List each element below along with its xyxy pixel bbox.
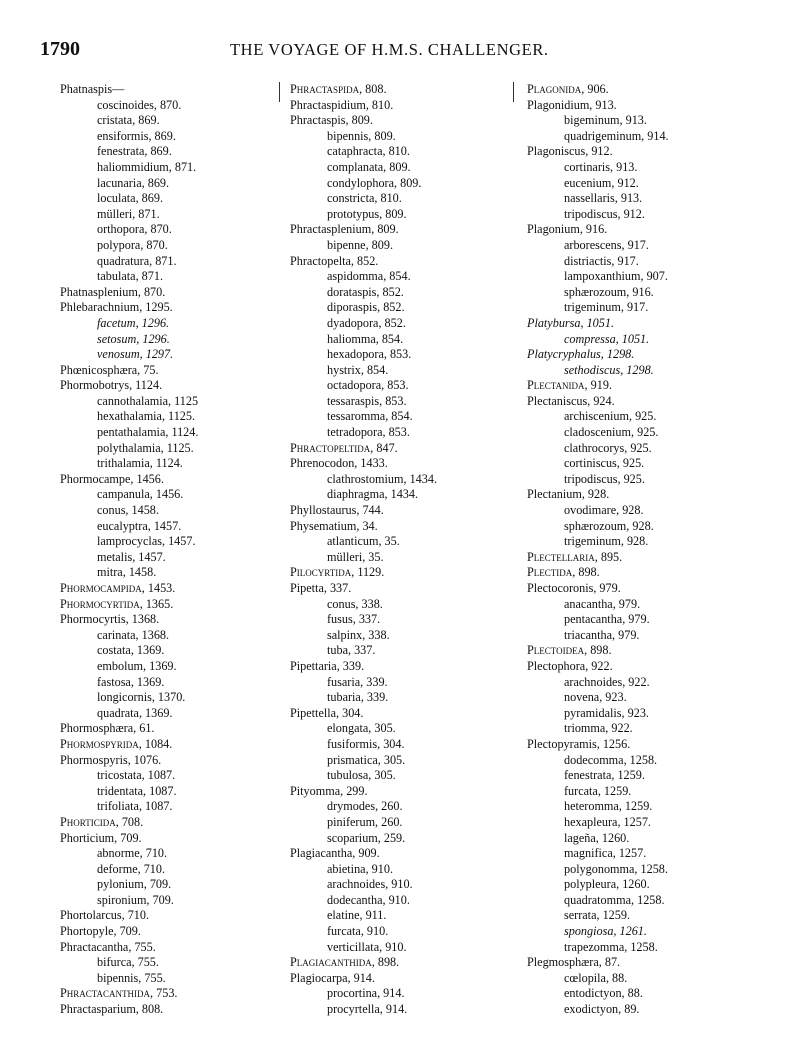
index-subentry: bigeminum, 913. [564, 113, 647, 128]
index-subentry: cortinaris, 913. [564, 159, 638, 174]
index-subentry: tripodiscus, 925. [564, 471, 645, 486]
index-subentry: triacantha, 979. [564, 627, 640, 642]
index-subentry: cataphracta, 810. [327, 144, 410, 159]
index-subentry: tripodiscus, 912. [564, 206, 645, 221]
index-entry: Phractacantha, 755. [60, 939, 156, 954]
index-subentry: sphærozoum, 928. [564, 518, 654, 533]
index-subentry: fenestrata, 1259. [564, 768, 645, 783]
index-subentry: longicornis, 1370. [97, 690, 186, 705]
index-subentry: tetradopora, 853. [327, 425, 410, 440]
index-subentry: prototypus, 809. [327, 206, 407, 221]
index-subentry: haliomma, 854. [327, 331, 404, 346]
index-entry: Phormocampe, 1456. [60, 471, 164, 486]
index-subentry: quadratura, 871. [97, 253, 177, 268]
index-subentry: verticillata, 910. [327, 939, 407, 954]
index-entry: Phractaspidium, 810. [290, 97, 394, 112]
index-entry: Plagonida, 906. [527, 82, 609, 96]
index-entry: Pipettaria, 339. [290, 658, 365, 673]
index-subentry: fenestrata, 869. [97, 144, 172, 159]
index-subentry: triomma, 922. [564, 721, 633, 736]
index-subentry: tabulata, 871. [97, 269, 163, 284]
index-subentry: pentacantha, 979. [564, 612, 650, 627]
index-subentry: quadrigeminum, 914. [564, 128, 669, 143]
index-subentry: coscinoides, 870. [97, 97, 182, 112]
index-subentry: trigeminum, 928. [564, 534, 649, 549]
index-entry: Plagonidium, 913. [527, 97, 617, 112]
index-subentry: tubaria, 339. [327, 690, 389, 705]
index-subentry: trapezomma, 1258. [564, 939, 658, 954]
index-entry: Phractopelta, 852. [290, 253, 379, 268]
index-subentry: piniferum, 260. [327, 814, 403, 829]
index-entry: Phormocampida, 1453. [60, 581, 176, 595]
index-subentry: aspidomma, 854. [327, 269, 411, 284]
index-subentry: eucenium, 912. [564, 175, 639, 190]
index-subentry: constricta, 810. [327, 191, 402, 206]
index-column-2 [290, 82, 437, 1018]
index-subentry: trithalamia, 1124. [97, 456, 183, 471]
index-subentry: mülleri, 871. [97, 206, 160, 221]
index-entry: Phorticida, 708. [60, 814, 144, 829]
column-divider [279, 82, 280, 102]
index-subentry: magnifica, 1257. [564, 846, 647, 861]
index-subentry: elatine, 911. [327, 908, 387, 923]
index-subentry: embolum, 1369. [97, 658, 177, 673]
index-subentry: ensiformis, 869. [97, 128, 176, 143]
index-subentry: tuba, 337. [327, 643, 376, 658]
index-entry: Plectanida, 919. [527, 378, 612, 393]
index-subentry: clathrostomium, 1434. [327, 471, 438, 486]
index-subentry: polythalamia, 1125. [97, 440, 194, 455]
index-subentry: ovodimare, 928. [564, 503, 644, 518]
index-subentry: tessaraspis, 853. [327, 393, 407, 408]
index-entry: Phormocyrtida, 1365. [60, 596, 174, 611]
index-entry: Phatnasplenium, 870. [60, 284, 166, 299]
index-entry: Plegmosphæra, 87. [527, 955, 621, 970]
index-subentry: hexathalamia, 1125. [97, 409, 196, 424]
index-subentry: trigeminum, 917. [564, 300, 649, 315]
index-entry: Pilocyrtida, 1129. [290, 565, 385, 580]
index-subentry: hystrix, 854. [327, 362, 389, 377]
index-subentry: conus, 1458. [97, 503, 159, 518]
index-entry: Plectopyramis, 1256. [527, 736, 631, 751]
index-subentry: abietina, 910. [327, 861, 393, 876]
index-entry: Phractacanthida, 753. [60, 986, 178, 1001]
index-subentry: arborescens, 917. [564, 237, 649, 252]
index-subentry: exodictyon, 89. [564, 1002, 640, 1017]
page-number: 1790 [40, 38, 80, 60]
running-title: THE VOYAGE OF H.M.S. CHALLENGER. [230, 40, 549, 59]
index-subentry: quadrata, 1369. [97, 705, 173, 720]
index-subentry: fusiformis, 304. [327, 736, 405, 751]
index-subentry: cœlopila, 88. [564, 970, 628, 985]
index-entry: Plectophora, 922. [527, 658, 613, 673]
index-subentry: conus, 338. [327, 596, 383, 611]
index-entry: Plectellaria, 895. [527, 549, 623, 564]
index-subentry: sphærozoum, 916. [564, 284, 654, 299]
index-entry: Plagiocarpa, 914. [290, 970, 375, 985]
index-subentry: dyadopora, 852. [327, 315, 406, 330]
index-entry: Phrenocodon, 1433. [290, 456, 388, 471]
index-subentry: polypora, 870. [97, 237, 168, 252]
index-subentry: tricostata, 1087. [97, 768, 176, 783]
index-entry: Phormospyrida, 1084. [60, 736, 173, 751]
index-entry: Phatnaspis— [60, 82, 125, 96]
index-subentry: cannothalamia, 1125 [97, 393, 199, 408]
index-subentry: fusaria, 339. [327, 674, 388, 689]
index-subentry: bifurca, 755. [97, 955, 159, 970]
index-subentry: cristata, 869. [97, 113, 160, 128]
index-subentry: novena, 923. [564, 690, 627, 705]
index-entry: Pipettella, 304. [290, 705, 364, 720]
index-subentry: clathrocorys, 925. [564, 440, 652, 455]
index-subentry: pentathalamia, 1124. [97, 425, 199, 440]
index-subentry: anacantha, 979. [564, 596, 641, 611]
index-entry: Phœnicosphæra, 75. [60, 362, 159, 377]
index-column-3 [527, 82, 669, 1018]
index-subentry: spironium, 709. [97, 892, 174, 907]
index-entry: Phractaspis, 809. [290, 113, 373, 128]
index-subentry: mülleri, 35. [327, 549, 384, 564]
index-entry: Phorticium, 709. [60, 830, 142, 845]
index-subentry: carinata, 1368. [97, 627, 170, 642]
index-subentry: polygonomma, 1258. [564, 861, 668, 876]
index-entry: Plagiacantha, 909. [290, 846, 380, 861]
index-entry: Plagoniscus, 912. [527, 144, 613, 159]
index-entry: Phractaspida, 808. [290, 82, 387, 96]
index-entry: Phormospyris, 1076. [60, 752, 162, 767]
index-subentry: campanula, 1456. [97, 487, 184, 502]
index-subentry: deforme, 710. [97, 861, 166, 876]
index-subentry: drymodes, 260. [327, 799, 403, 814]
index-subentry: diaphragma, 1434. [327, 487, 419, 502]
index-subentry: scoparium, 259. [327, 830, 406, 845]
index-entry: Phortolarcus, 710. [60, 908, 150, 923]
index-entry: Phractopeltida, 847. [290, 440, 398, 455]
index-subentry: dorataspis, 852. [327, 284, 404, 299]
index-subentry: atlanticum, 35. [327, 534, 400, 549]
index-subentry: facetum, 1296. [97, 315, 170, 330]
index-entry: Phlebarachnium, 1295. [60, 300, 173, 315]
index-subentry: furcata, 1259. [564, 783, 632, 798]
index-subentry: heteromma, 1259. [564, 799, 653, 814]
index-subentry: setosum, 1296. [97, 331, 170, 346]
index-entry: Physematium, 34. [290, 518, 378, 533]
index-entry: Phormocyrtis, 1368. [60, 612, 160, 627]
index-entry: Phormosphæra, 61. [60, 721, 155, 736]
index-entry: Phormobotrys, 1124. [60, 378, 163, 393]
index-subentry: tubulosa, 305. [327, 768, 396, 783]
index-subentry: pylonium, 709. [97, 877, 172, 892]
index-subentry: octadopora, 853. [327, 378, 409, 393]
index-subentry: lageña, 1260. [564, 830, 630, 845]
index-subentry: quadratomma, 1258. [564, 892, 665, 907]
index-subentry: tessaromma, 854. [327, 409, 413, 424]
index-subentry: eucalyptra, 1457. [97, 518, 182, 533]
index-entry: Plectanium, 928. [527, 487, 610, 502]
index-entry: Plectaniscus, 924. [527, 393, 615, 408]
index-entry: Platybursa, 1051. [527, 315, 615, 330]
index-subentry: lamprocyclas, 1457. [97, 534, 196, 549]
index-entry: Pipetta, 337. [290, 581, 352, 595]
index-subentry: polypleura, 1260. [564, 877, 650, 892]
page-header [0, 38, 800, 62]
index-entry: Plectoidea, 898. [527, 643, 612, 658]
index-subentry: trifoliata, 1087. [97, 799, 173, 814]
index-subentry: mitra, 1458. [97, 565, 157, 580]
index-subentry: bipennis, 755. [97, 970, 166, 985]
index-subentry: hexadopora, 853. [327, 347, 412, 362]
index-subentry: tridentata, 1087. [97, 783, 177, 798]
index-subentry: bipenne, 809. [327, 237, 394, 252]
index-subentry: hexapleura, 1257. [564, 814, 651, 829]
index-subentry: cladoscenium, 925. [564, 425, 659, 440]
index-subentry: procortina, 914. [327, 986, 405, 1001]
index-subentry: costata, 1369. [97, 643, 165, 658]
index-subentry: cortiniscus, 925. [564, 456, 645, 471]
index-subentry: furcata, 910. [327, 924, 389, 939]
index-subentry: distriactis, 917. [564, 253, 639, 268]
index-entry: Phractasplenium, 809. [290, 222, 399, 237]
index-subentry: serrata, 1259. [564, 908, 630, 923]
index-subentry: procyrtella, 914. [327, 1002, 408, 1017]
index-entry: Phractasparium, 808. [60, 1002, 164, 1017]
index-subentry: abnorme, 710. [97, 846, 168, 861]
index-subentry: bipennis, 809. [327, 128, 396, 143]
index-subentry: condylophora, 809. [327, 175, 422, 190]
index-subentry: compressa, 1051. [564, 331, 650, 346]
index-entry: Plagiacanthida, 898. [290, 955, 400, 970]
index-subentry: loculata, 869. [97, 191, 163, 206]
index-subentry: prismatica, 305. [327, 752, 406, 767]
index-subentry: lampoxanthium, 907. [564, 269, 668, 284]
index-subentry: salpinx, 338. [327, 627, 390, 642]
column-divider [513, 82, 514, 102]
index-subentry: venosum, 1297. [97, 347, 174, 362]
index-subentry: metalis, 1457. [97, 549, 166, 564]
index-entry: Phyllostaurus, 744. [290, 503, 384, 518]
index-subentry: dodecantha, 910. [327, 892, 410, 907]
index-subentry: elongata, 305. [327, 721, 396, 736]
index-subentry: pyramidalis, 923. [564, 705, 649, 720]
index-subentry: diporaspis, 852. [327, 300, 405, 315]
index-entry: Pityomma, 299. [290, 783, 368, 798]
index-subentry: arachnoides, 922. [564, 674, 650, 689]
index-subentry: nassellaris, 913. [564, 191, 643, 206]
index-subentry: entodictyon, 88. [564, 986, 643, 1001]
index-entry: Plectida, 898. [527, 565, 600, 580]
index-entry: Platycryphalus, 1298. [527, 347, 635, 362]
index-subentry: orthopora, 870. [97, 222, 172, 237]
index-subentry: fusus, 337. [327, 612, 381, 627]
index-subentry: haliommidium, 871. [97, 159, 197, 174]
index-entry: Plagonium, 916. [527, 222, 608, 237]
index-entry: Plectocoronis, 979. [527, 581, 621, 595]
index-subentry: sethodiscus, 1298. [564, 362, 654, 377]
index-subentry: spongiosa, 1261. [564, 924, 647, 939]
index-subentry: fastosa, 1369. [97, 674, 165, 689]
index-subentry: arachnoides, 910. [327, 877, 413, 892]
index-subentry: dodecomma, 1258. [564, 752, 658, 767]
index-column-1 [60, 82, 198, 1018]
index-subentry: lacunaria, 869. [97, 175, 170, 190]
index-subentry: archiscenium, 925. [564, 409, 657, 424]
index-subentry: complanata, 809. [327, 159, 411, 174]
index-entry: Phortopyle, 709. [60, 924, 141, 939]
